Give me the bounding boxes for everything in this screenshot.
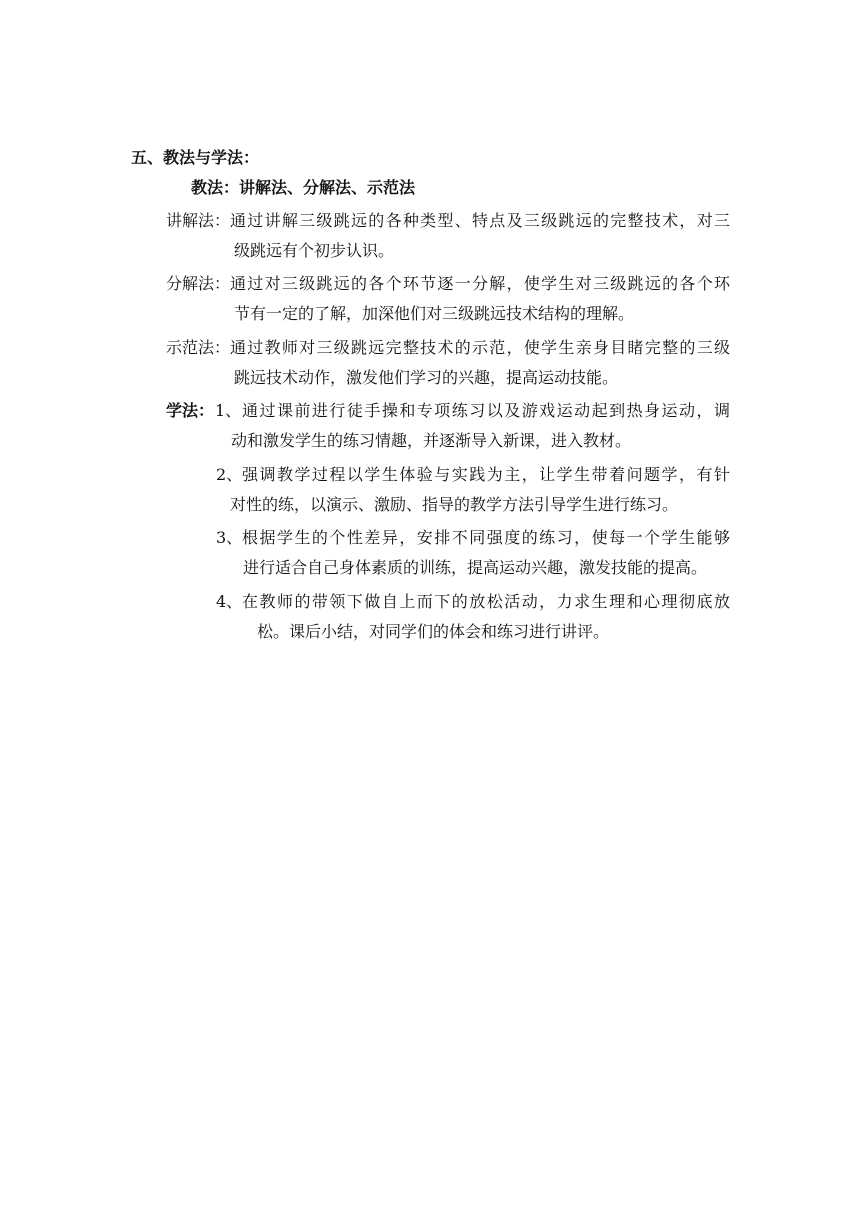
learning-methods-label: 学法： [166, 401, 215, 420]
method-decomposition-line1: 通过对三级跳远的各个环节逐一分解，使学生对三级跳远的各个环 [230, 274, 730, 293]
learning-item-line1: 根据学生的个性差异，安排不同强度的练习，使每一个学生能够 [242, 528, 730, 547]
method-demonstration-line1: 通过教师对三级跳远完整技术的示范，使学生亲身目睹完整的三级 [230, 338, 730, 357]
method-decomposition-label: 分解法： [166, 274, 231, 293]
learning-item-line2: 松。课后小结，对同学们的体会和练习进行讲评。 [257, 622, 610, 641]
method-explanation-line2: 级跳远有个初步认识。 [234, 241, 395, 260]
learning-item-number: 4、 [216, 592, 243, 611]
learning-item-line1: 通过课前进行徒手操和专项练习以及游戏运动起到热身运动，调 [242, 401, 730, 420]
method-explanation-label: 讲解法： [166, 211, 231, 230]
learning-item-number: 3、 [216, 528, 243, 547]
method-demonstration-line2: 跳远技术动作，激发他们学习的兴趣，提高运动技能。 [234, 368, 619, 387]
learning-item-number: 2、 [216, 465, 243, 484]
method-demonstration-label: 示范法： [166, 338, 231, 357]
learning-item-line1: 强调教学过程以学生体验与实践为主，让学生带着问题学，有针 [242, 465, 730, 484]
learning-item-number: 1、 [215, 401, 242, 420]
learning-item-line1: 在教师的带领下做自上而下的放松活动，力求生理和心理彻底放 [242, 592, 730, 611]
section-heading: 五、教法与学法： [131, 148, 260, 167]
teaching-methods-title: 教法：讲解法、分解法、示范法 [191, 178, 416, 197]
learning-item-line2: 动和激发学生的练习情趣，并逐渐导入新课，进入教材。 [231, 431, 632, 450]
learning-item-line2: 进行适合自己身体素质的训练，提高运动兴趣，激发技能的提高。 [243, 558, 708, 577]
method-decomposition-line2: 节有一定的了解，加深他们对三级跳远技术结构的理解。 [234, 304, 635, 323]
learning-item-line2: 对性的练，以演示、激励、指导的教学方法引导学生进行练习。 [230, 495, 679, 514]
method-explanation-line1: 通过讲解三级跳远的各种类型、特点及三级跳远的完整技术，对三 [230, 211, 730, 230]
